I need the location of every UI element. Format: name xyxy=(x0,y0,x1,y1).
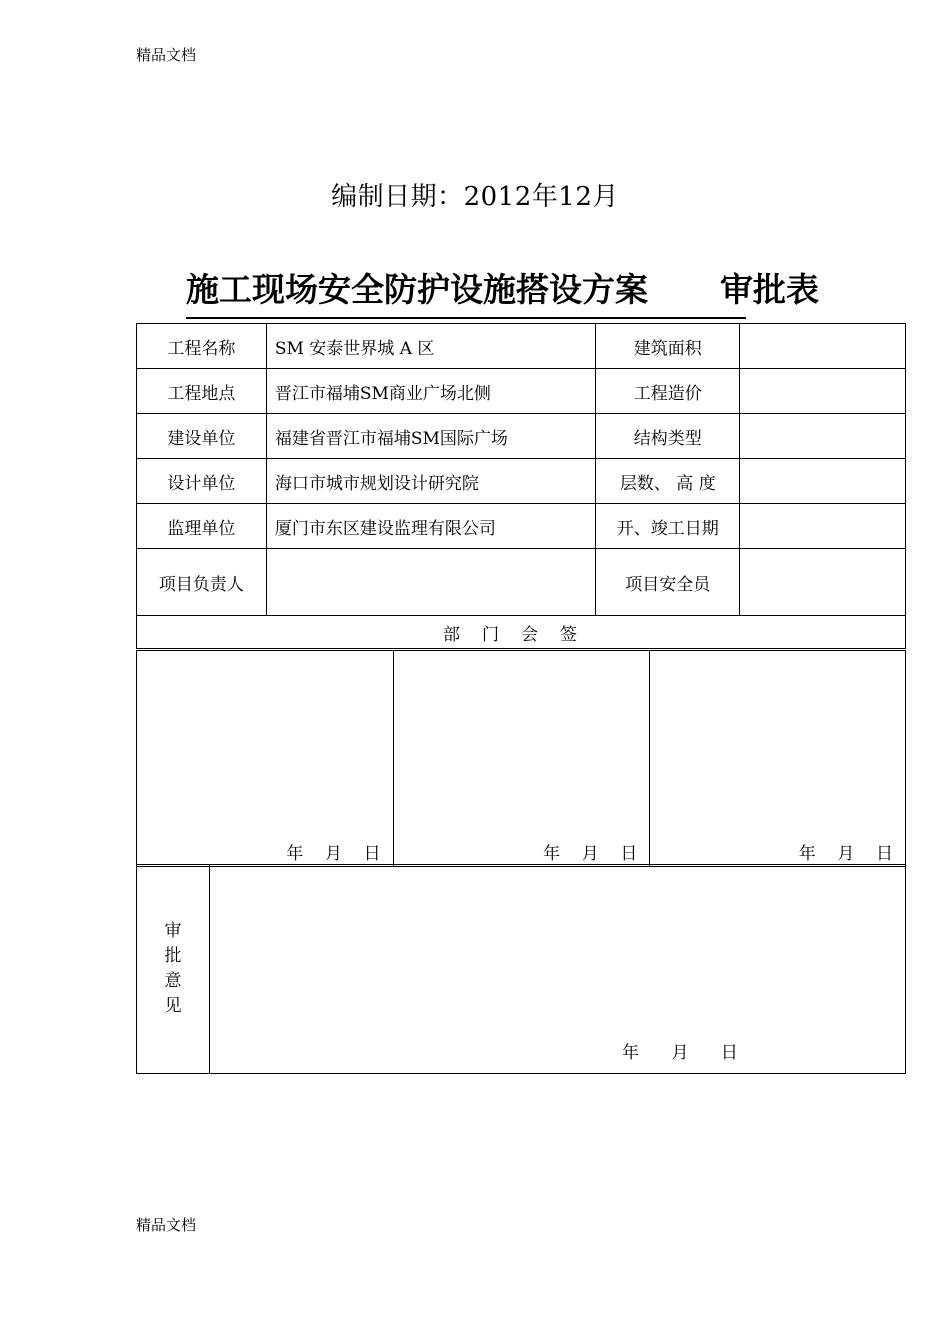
sign-cell[interactable] xyxy=(137,651,394,867)
sign-cell[interactable] xyxy=(393,651,650,867)
sign-header-row xyxy=(137,616,906,649)
field-label: 建设单位 xyxy=(137,414,267,459)
approval-table xyxy=(136,864,906,1074)
field-label: 结构类型 xyxy=(596,414,740,459)
table-row xyxy=(137,504,906,549)
project-info-table xyxy=(136,323,906,649)
field-label: 项目负责人 xyxy=(137,549,267,616)
sign-cell[interactable] xyxy=(650,651,906,867)
field-label: 设计单位 xyxy=(137,459,267,504)
title-suffix: 审批表 xyxy=(720,270,819,309)
sign-date: 年 月 日 xyxy=(543,844,638,864)
field-label: 工程造价 xyxy=(596,369,740,414)
table-row xyxy=(137,369,906,414)
field-label: 监理单位 xyxy=(137,504,267,549)
field-value[interactable] xyxy=(740,504,906,549)
field-label: 层数、 高 度 xyxy=(596,459,740,504)
table-row xyxy=(137,865,906,1074)
document-title xyxy=(186,264,819,311)
title-underline xyxy=(186,317,746,319)
field-value[interactable]: SM 安泰世界城 A 区 xyxy=(266,324,596,369)
field-label: 项目安全员 xyxy=(596,549,740,616)
approval-label: 审 批 意 见 xyxy=(137,865,210,1074)
table-row xyxy=(137,324,906,369)
field-value[interactable] xyxy=(266,549,596,616)
table-row xyxy=(137,651,906,867)
field-value[interactable] xyxy=(740,549,906,616)
field-label: 开、竣工日期 xyxy=(596,504,740,549)
department-sign-table xyxy=(136,650,906,867)
field-value[interactable] xyxy=(740,324,906,369)
table-row xyxy=(137,459,906,504)
sign-date: 年 月 日 xyxy=(798,844,893,864)
page-footer: 精品文档 xyxy=(136,1216,197,1234)
department-sign-header: 部门会签 xyxy=(137,616,906,649)
title-main: 施工现场安全防护设施搭设方案 xyxy=(186,270,648,309)
table-row xyxy=(137,549,906,616)
field-value[interactable]: 海口市城市规划设计研究院 xyxy=(266,459,596,504)
field-value[interactable] xyxy=(740,459,906,504)
field-label: 工程地点 xyxy=(137,369,267,414)
field-value[interactable]: 福建省晋江市福埔SM国际广场 xyxy=(266,414,596,459)
page-header: 精品文档 xyxy=(136,46,197,64)
field-value[interactable] xyxy=(740,369,906,414)
field-value[interactable]: 晋江市福埔SM商业广场北侧 xyxy=(266,369,596,414)
field-label: 工程名称 xyxy=(137,324,267,369)
approval-date: 年 月 日 xyxy=(622,1043,738,1063)
approval-opinion-cell[interactable] xyxy=(210,865,906,1074)
field-value[interactable]: 厦门市东区建设监理有限公司 xyxy=(266,504,596,549)
field-value[interactable] xyxy=(740,414,906,459)
compile-date: 编制日期：2012年12月 xyxy=(331,182,619,212)
sign-date: 年 月 日 xyxy=(286,844,381,864)
table-row xyxy=(137,414,906,459)
field-label: 建筑面积 xyxy=(596,324,740,369)
